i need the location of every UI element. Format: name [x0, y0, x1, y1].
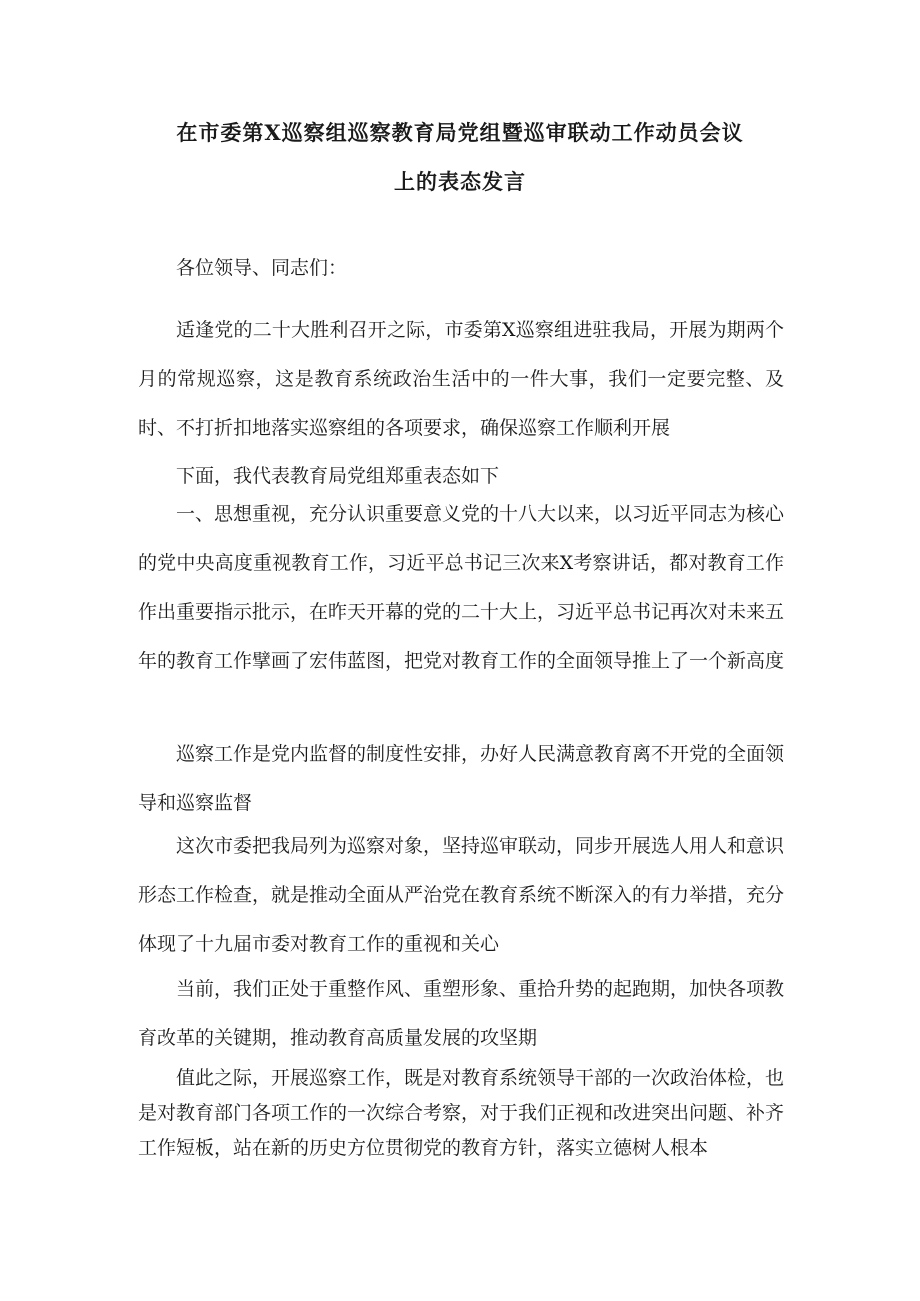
- body-paragraph: 巡察工作是党内监督的制度性安排，办好人民满意教育离不开党的全面领导和巡察监督: [138, 743, 785, 814]
- document-title-line-1: 在市委第X巡察组巡察教育局党组暨巡审联动工作动员会议: [176, 120, 744, 145]
- body-paragraph: 适逢党的二十大胜利召开之际，市委第X巡察组进驻我局，开展为期两个月的常规巡察，这是教育系统政治生活中的一件大事，我们一定要完整、及时、不打折扣地落实巡察组的各项要求，确保巡察工作顺利开展: [138, 319, 784, 439]
- body-paragraph: 这次市委把我局列为巡察对象，坚持巡审联动，同步开展选人用人和意识形态工作检查，就是推动全面从严治党在教育系统不断深入的有力举措，充分体现了十九届市委对教育工作的重视和关心: [138, 835, 785, 955]
- document-title-line-2: 上的表态发言: [394, 169, 526, 194]
- body-paragraph: 一、思想重视，充分认识重要意义党的十八大以来，以习近平同志为核心的党中央高度重视教育工作，习近平总书记三次来X考察讲话，都对教育工作作出重要指示批示，在昨天开幕的党的二十大上，习近平总书记再次对未来五年的教育工作擘画了宏伟蓝图，把党对教育工作的全面领导推上了一个新高度: [138, 503, 785, 672]
- body-paragraph: 值此之际，开展巡察工作，既是对教育系统领导干部的一次政治体检，也是对教育部门各项工作的一次综合考察，对于我们正视和改进突出问题、补齐工作短板，站在新的历史方位贯彻党的教育方针，落实立德树人根本: [138, 1067, 785, 1159]
- body-paragraph: 当前，我们正处于重整作风、重塑形象、重拾升势的起跑期，加快各项教育改革的关键期，推动教育高质量发展的攻坚期: [138, 978, 785, 1049]
- body-paragraph: 下面，我代表教育局党组郑重表态如下: [176, 465, 500, 487]
- salutation-paragraph: 各位领导、同志们：: [176, 257, 348, 279]
